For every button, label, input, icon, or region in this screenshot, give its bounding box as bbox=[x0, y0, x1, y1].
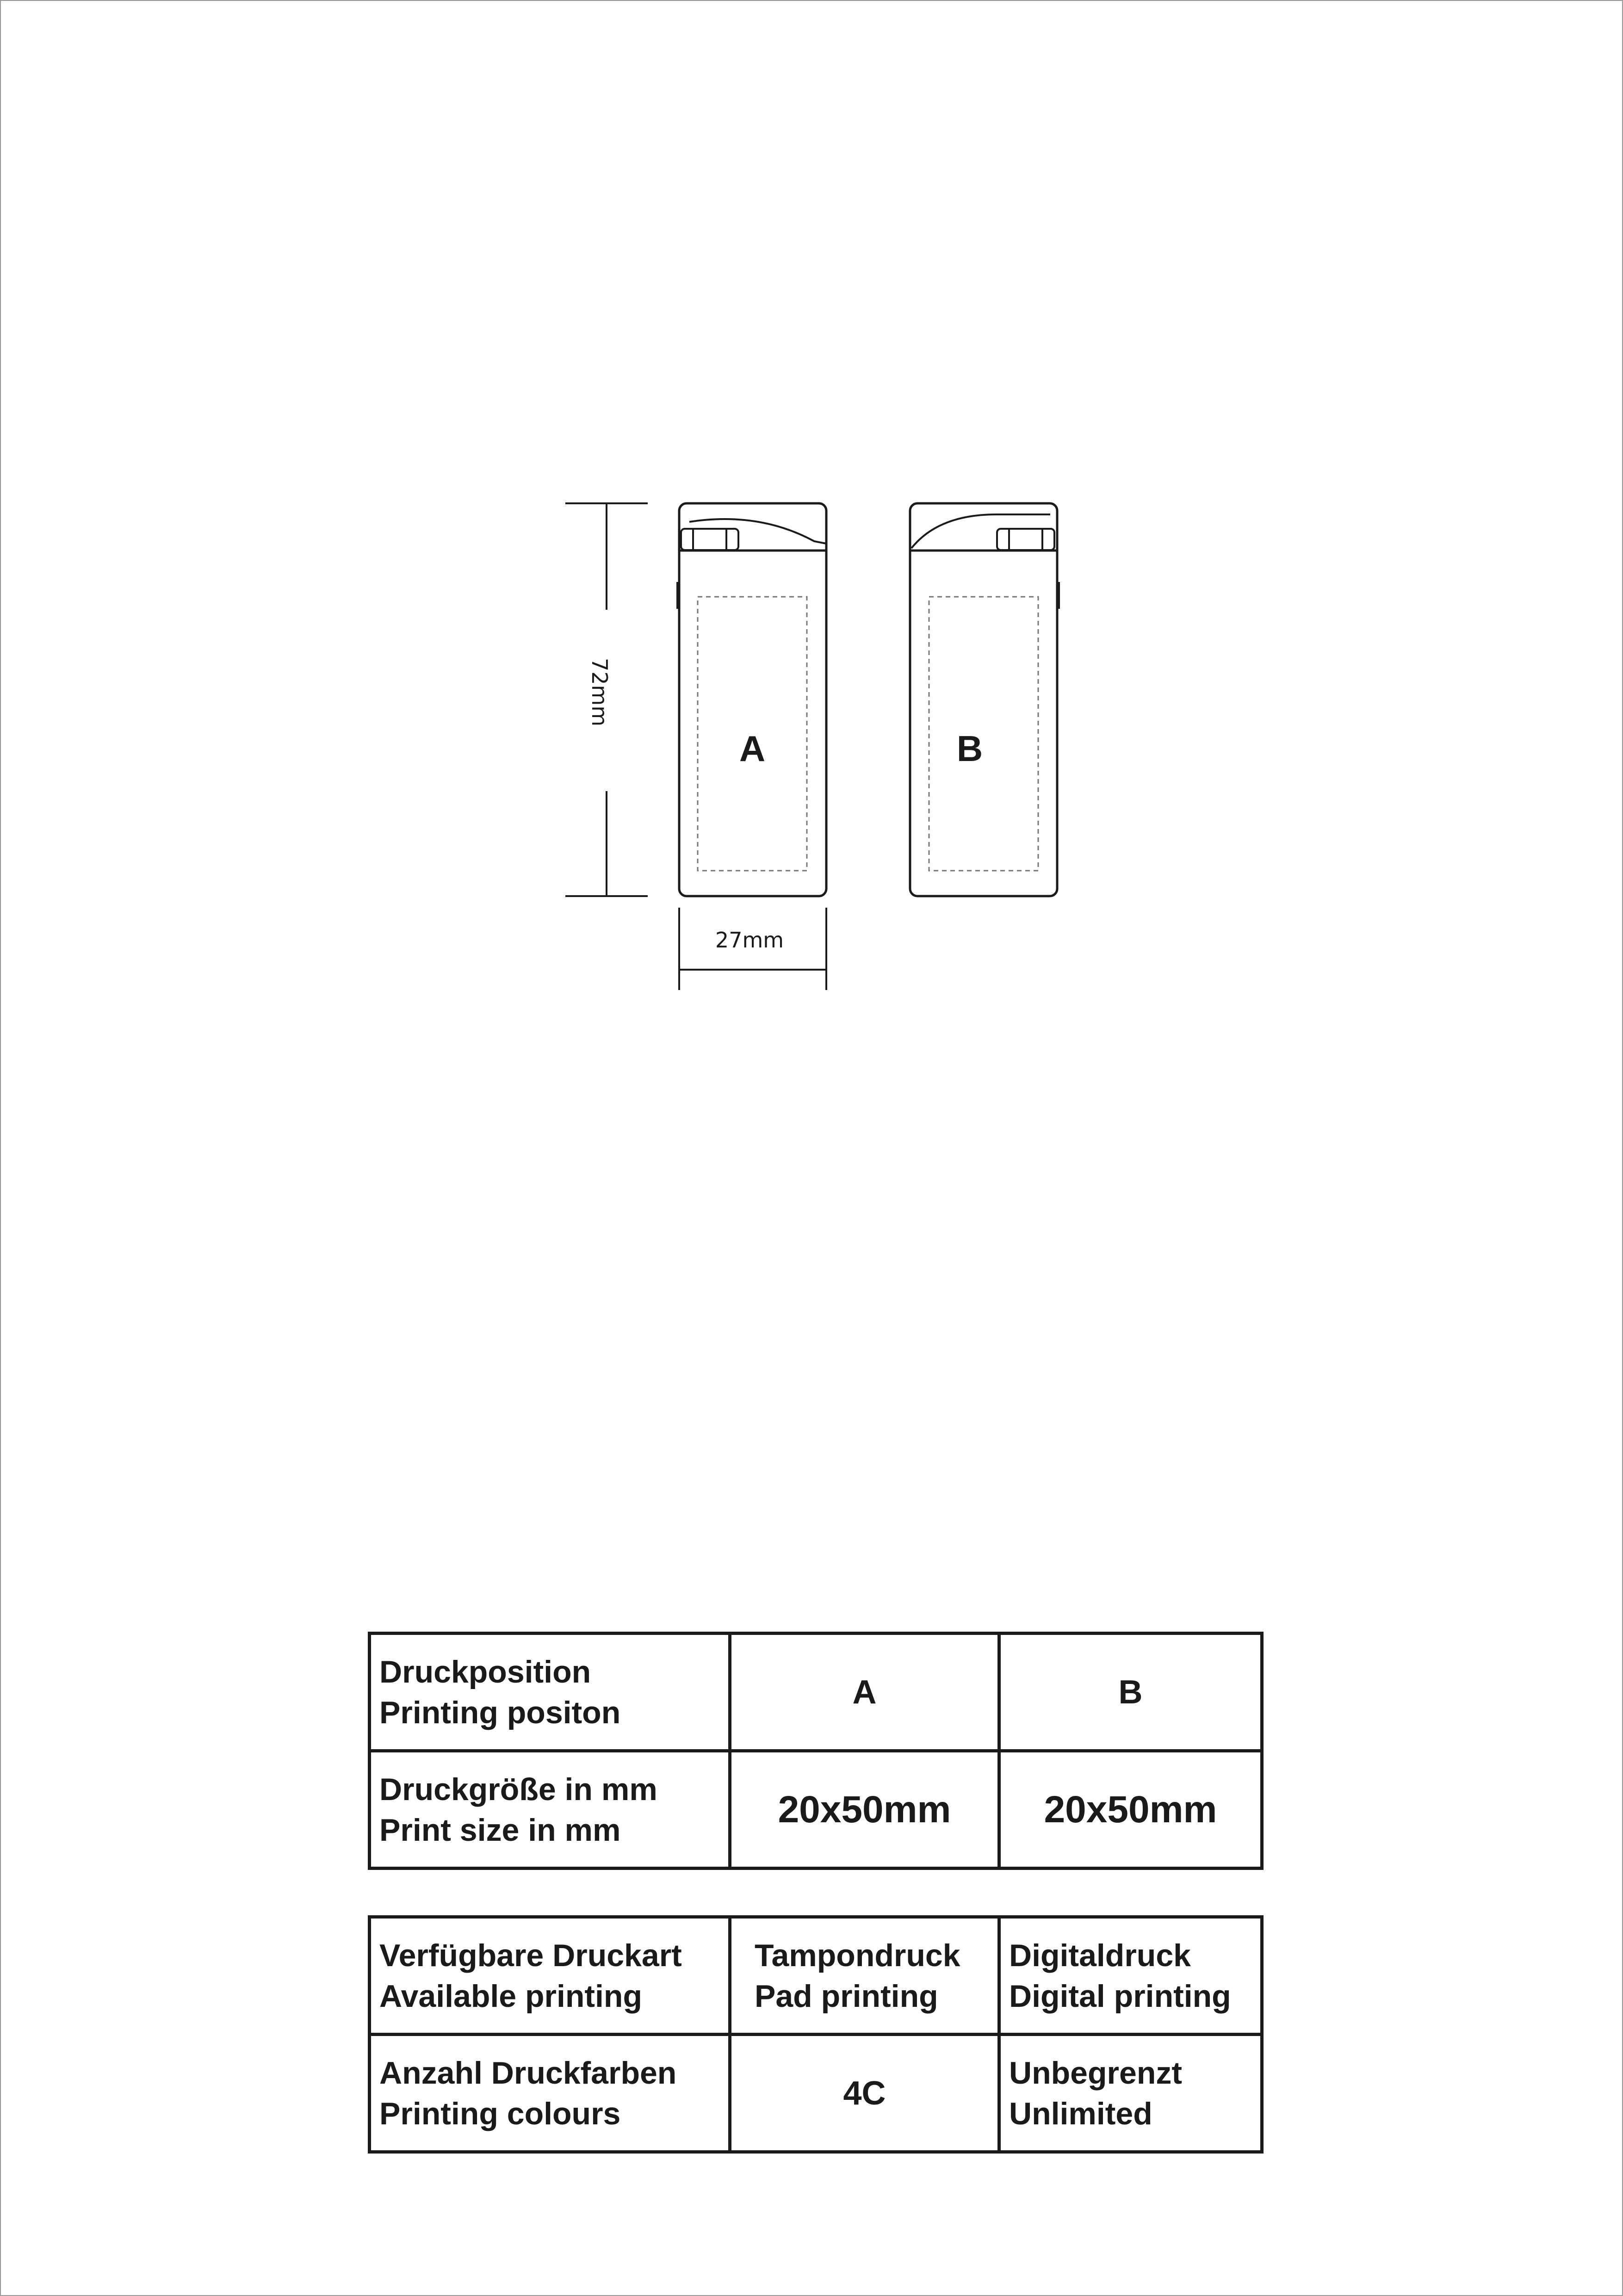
printing-method-label-cell bbox=[370, 1917, 730, 2035]
digital-printing-cell bbox=[999, 1917, 1262, 2035]
printing-method-table bbox=[368, 1915, 1264, 2154]
label-english: Printing colours bbox=[379, 2096, 621, 2131]
device-front-view bbox=[676, 503, 826, 896]
pad-printing-cell bbox=[730, 1917, 999, 2035]
label-german: Druckgröße in mm bbox=[379, 1771, 657, 1807]
table-row bbox=[370, 1751, 1262, 1869]
position-b-cell: B bbox=[999, 1634, 1262, 1751]
position-a-cell: A bbox=[730, 1634, 999, 1751]
printing-colours-label-cell bbox=[370, 2035, 730, 2152]
print-position-table bbox=[368, 1632, 1264, 1870]
label-german: Anzahl Druckfarben bbox=[379, 2055, 677, 2091]
print-position-label-cell bbox=[370, 1634, 730, 1751]
table-row bbox=[370, 2035, 1262, 2152]
label-english: Available printing bbox=[379, 1978, 643, 2014]
label-german: Digitaldruck bbox=[1009, 1937, 1191, 1973]
label-german: Druckposition bbox=[379, 1654, 591, 1690]
print-size-a-cell: 20x50mm bbox=[730, 1751, 999, 1869]
label-english: Printing positon bbox=[379, 1695, 621, 1730]
print-size-b-cell: 20x50mm bbox=[999, 1751, 1262, 1869]
colours-b-cell bbox=[999, 2035, 1262, 2152]
label-english: Pad printing bbox=[755, 1978, 938, 2014]
table-row bbox=[370, 1917, 1262, 2035]
label-english: Digital printing bbox=[1009, 1978, 1231, 2014]
table-row bbox=[370, 1634, 1262, 1751]
print-size-label-cell bbox=[370, 1751, 730, 1869]
product-technical-drawing bbox=[0, 0, 1623, 1018]
colours-a-cell: 4C bbox=[730, 2035, 999, 2152]
width-dimension-label: 27mm bbox=[715, 928, 784, 953]
height-dimension-label: 72mm bbox=[587, 658, 612, 727]
label-english: Unlimited bbox=[1009, 2096, 1152, 2131]
label-german: Tampondruck bbox=[755, 1937, 960, 1973]
label-english: Print size in mm bbox=[379, 1812, 621, 1848]
label-german: Unbegrenzt bbox=[1009, 2055, 1182, 2091]
position-b-label: B bbox=[956, 728, 983, 769]
position-a-label: A bbox=[739, 728, 766, 769]
device-back-view bbox=[910, 503, 1060, 896]
label-german: Verfügbare Druckart bbox=[379, 1937, 682, 1973]
